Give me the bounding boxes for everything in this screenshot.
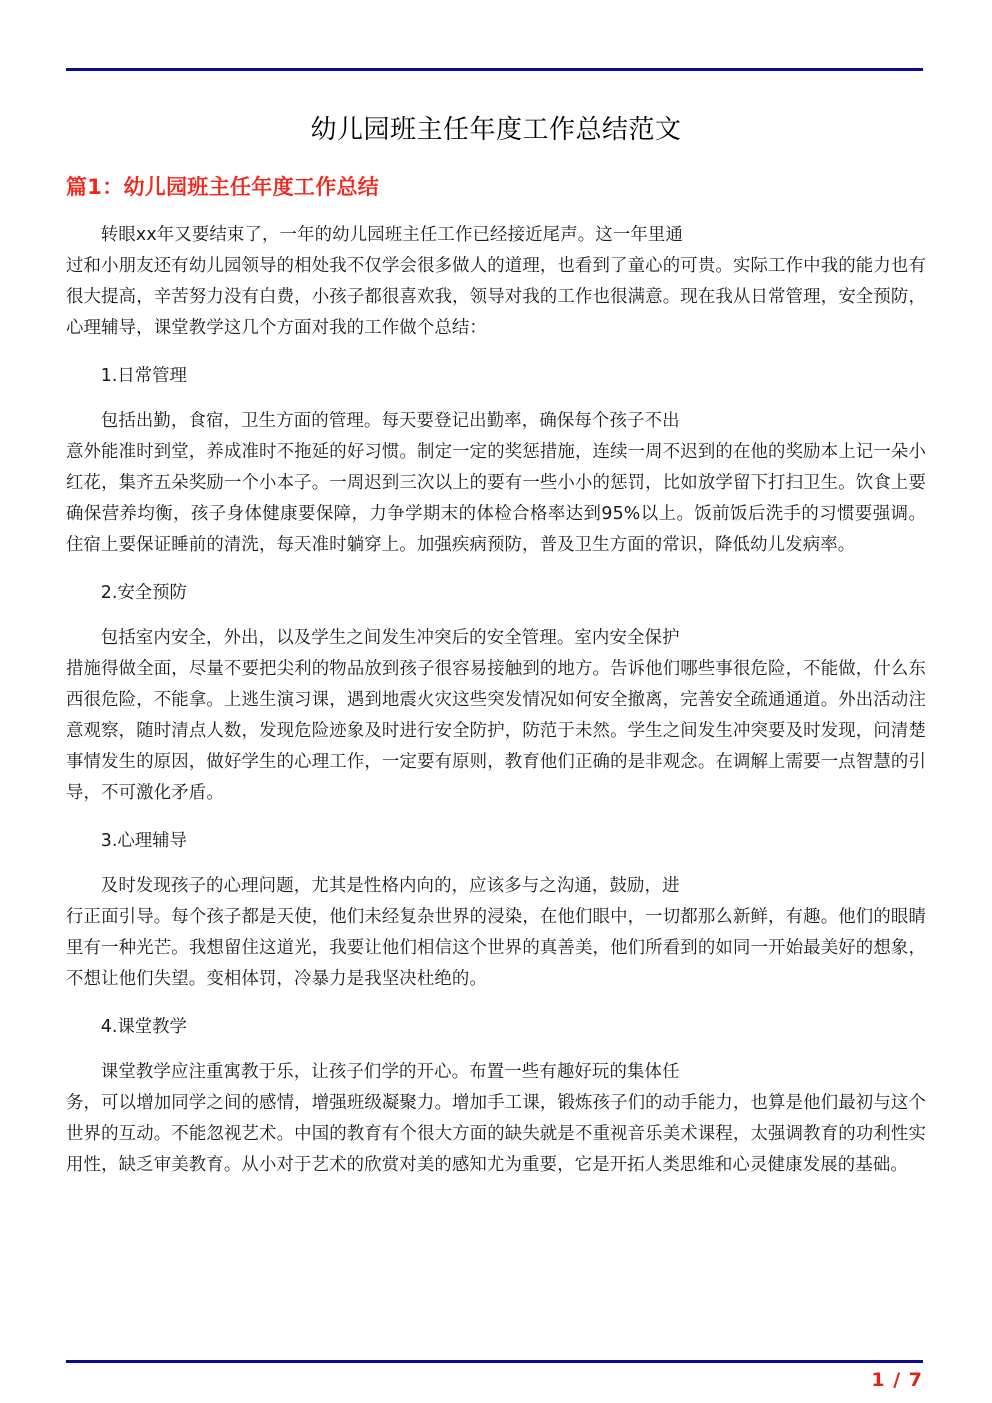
sub-heading-classroom-teaching: 4.课堂教学 [100,1017,187,1037]
paragraph-classroom-teaching-body: 务，可以增加同学之间的感情，增强班级凝聚力。增加手工课，锻炼孩子们的动手能力，也算是他们最初与这个世界的互动。不能忽视艺术。中国的教育有个很大方面的缺失就是不重视音乐美术课程，太强调教育的功利性实用性，缺乏审美教育。从小对于艺术的欣赏对美的感知尤为重要，它是开拓人类思维和心灵健康发展的基础。 [66,1093,926,1175]
intro-paragraph [66,220,926,344]
paragraph-psychological-counseling [66,871,926,995]
header-rule [66,68,923,71]
page-title: 幼儿园班主任年度工作总结范文 [310,115,682,145]
paragraph-daily-management-lead: 包括出勤，食宿，卫生方面的管理。每天要登记出勤率，确保每个孩子不出 [100,411,680,431]
paragraph-safety-prevention-lead: 包括室内安全，外出，以及学生之间发生冲突后的安全管理。室内安全保护 [100,628,680,648]
page-number: 1 / 7 [871,1369,923,1391]
section-heading-part1: 篇1：幼儿园班主任年度工作总结 [66,175,380,199]
paragraph-daily-management [66,406,926,561]
sub-heading-safety-prevention: 2.安全预防 [100,583,187,603]
intro-paragraph-lead: 转眼xx年又要结束了，一年的幼儿园班主任工作已经接近尾声。这一年里通 [100,225,683,245]
paragraph-classroom-teaching-lead: 课堂教学应注重寓教于乐，让孩子们学的开心。布置一些有趣好玩的集体任 [100,1062,680,1082]
paragraph-classroom-teaching [66,1057,926,1181]
paragraph-psychological-counseling-body: 行正面引导。每个孩子都是天使，他们未经复杂世界的浸染，在他们眼中，一切都那么新鲜，有趣。他们的眼睛里有一种光芒。我想留住这道光，我要让他们相信这个世界的真善美，他们所看到的如同一开始最美好的想象，不想让他们失望。变相体罚，冷暴力是我坚决杜绝的。 [66,907,926,989]
paragraph-psychological-counseling-lead: 及时发现孩子的心理问题，尤其是性格内向的，应该多与之沟通，鼓励，进 [100,876,680,896]
paragraph-safety-prevention [66,623,926,809]
paragraph-safety-prevention-body: 措施得做全面，尽量不要把尖利的物品放到孩子很容易接触到的地方。告诉他们哪些事很危险，不能做，什么东西很危险，不能拿。上逃生演习课，遇到地震火灾这些突发情况如何安全撤离，完善安全疏通通道。外出活动注意观察，随时清点人数，发现危险迹象及时进行安全防护，防范于未然。学生之间发生冲突要及时发现，问清楚事情发生的原因，做好学生的心理工作，一定要有原则，教育他们正确的是非观念。在调解上需要一点智慧的引导，不可激化矛盾。 [66,659,926,803]
paragraph-daily-management-body: 意外能准时到堂，养成准时不拖延的好习惯。制定一定的奖惩措施，连续一周不迟到的在他的奖励本上记一朵小红花，集齐五朵奖励一个小本子。一周迟到三次以上的要有一些小小的惩罚，比如放学留下打扫卫生。饮食上要确保营养均衡，孩子身体健康要保障，力争学期末的体检合格率达到95%以上。饭前饭后洗手的习惯要强调。住宿上要保证睡前的清洗，每天准时躺穿上。加强疾病预防，普及卫生方面的常识，降低幼儿发病率。 [66,442,926,555]
page-footer [66,1366,923,1394]
footer-rule [66,1360,923,1363]
sub-heading-daily-management: 1.日常管理 [100,366,187,386]
intro-paragraph-body: 过和小朋友还有幼儿园领导的相处我不仅学会很多做人的道理，也看到了童心的可贵。实际工作中我的能力也有很大提高，辛苦努力没有白费，小孩子都很喜欢我，领导对我的工作也很满意。现在我从日常管理，安全预防，心理辅导，课堂教学这几个方面对我的工作做个总结： [66,256,926,338]
sub-heading-psychological-counseling: 3.心理辅导 [100,831,187,851]
document-content [66,110,926,1198]
